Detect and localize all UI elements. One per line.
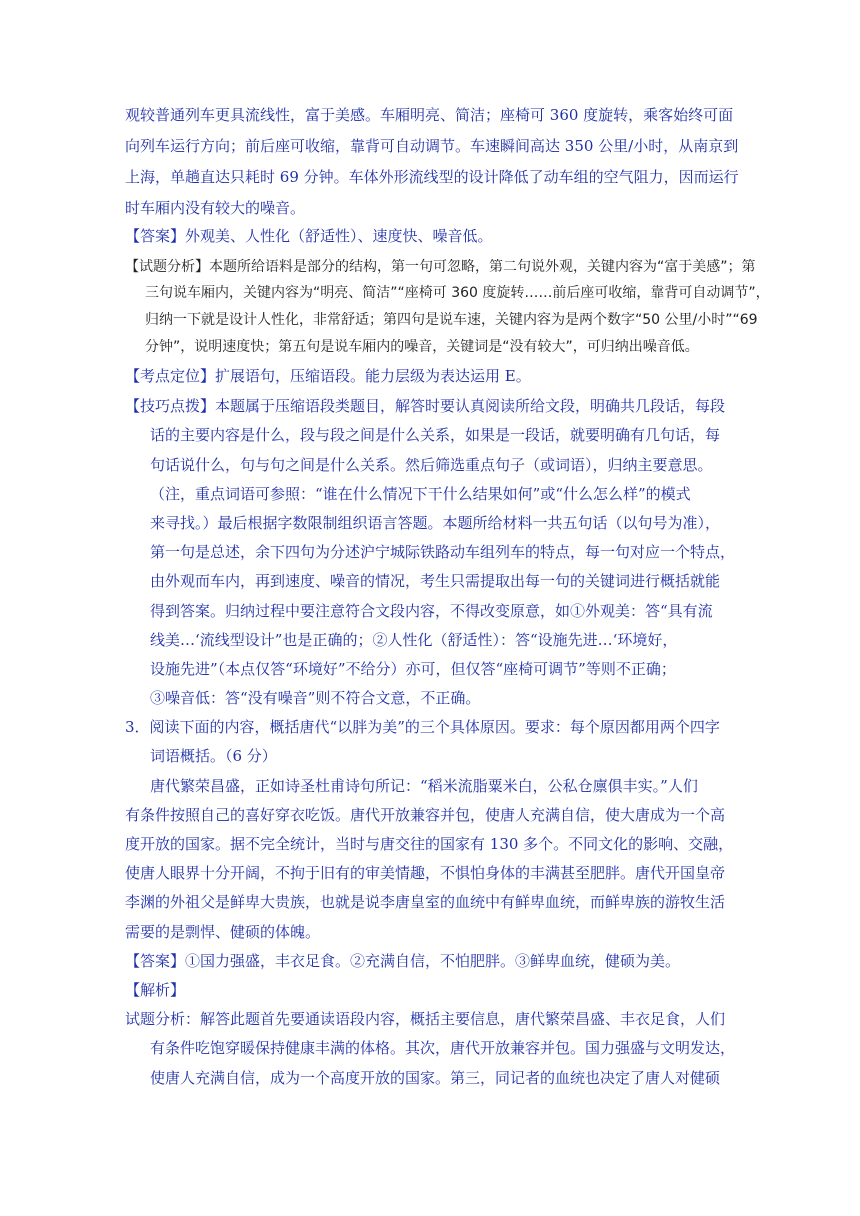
- text-line: 有条件吃饱穿暖保持健康丰满的体格。其次，唐代开放兼容并包。国力强盛与文明发达，: [150, 1039, 736, 1057]
- passage-line: 唐代繁荣昌盛，正如诗圣杜甫诗句所记：“稻米流脂粟米白，公私仓廪俱丰实。”人们: [150, 777, 698, 795]
- text-line: 话的主要内容是什么，段与段之间是什么关系，如果是一段话，就要明确有几句话，每: [150, 426, 721, 444]
- text-line: 试题分析：解答此题首先要通读语段内容，概括主要信息，唐代繁荣昌盛、丰衣足食，人们: [125, 1010, 726, 1028]
- passage-line: 使唐人眼界十分开阔，不拘于旧有的审美情趣，不惧怕身体的丰满甚至肥胖。唐代开国皇帝: [125, 864, 726, 882]
- text-line: 向列车运行方向；前后座可收缩，靠背可自动调节。车速瞬间高达 350 公里/小时，从南京到: [125, 137, 739, 155]
- passage-line: 需要的是剽悍、健硕的体魄。: [125, 923, 321, 941]
- analysis-line: 归纳一下就是设计人性化，非常舒适；第四句是说车速，关键内容为是两个数字“50 公里/小时”“69: [145, 312, 758, 328]
- text-line: 第一句是总述，余下四句为分述沪宁城际铁路动车组列车的特点，每一句对应一个特点，: [150, 543, 736, 561]
- analysis-line: 分钟”，说明速度快；第五句是说车厢内的噪音，关键词是“没有较大”，可归纳出噪音低。: [145, 339, 699, 355]
- text-line: 【考点定位】扩展语句，压缩语段。能力层级为表达运用 E。: [125, 367, 531, 385]
- text-line: 使唐人充满自信，成为一个高度开放的国家。第三，同记者的血统也决定了唐人对健硕: [150, 1069, 721, 1087]
- text-line: 来寻找。）最后根据字数限制组织语言答题。本题所给材料一共五句话（以句号为准），: [150, 514, 721, 532]
- text-line: 设施先进”（本点仅答“环境好”不给分）亦可，但仅答“座椅可调节”等则不正确；: [150, 660, 676, 678]
- text-line: （注，重点词语可参照：“谁在什么情况下干什么结果如何”或“什么怎么样”的模式: [150, 485, 691, 503]
- question-line: 词语概括。（6 分）: [150, 747, 277, 765]
- passage-line: 度开放的国家。据不完全统计，当时与唐交往的国家有 130 多个。不同文化的影响、交融，: [125, 835, 734, 853]
- answer-line: 【答案】外观美、人性化（舒适性）、速度快、噪音低。: [125, 227, 493, 245]
- text-line: 得到答案。归纳过程中要注意符合文段内容，不得改变原意，如①外观美：答“具有流: [150, 602, 713, 620]
- passage-line: 李渊的外祖父是鲜卑大贵族，也就是说李唐皇室的血统中有鲜卑血统，而鲜卑族的游牧生活: [125, 893, 726, 911]
- text-line: 观较普通列车更具流线性，富于美感。车厢明亮、简洁；座椅可 360 度旋转，乘客始终可面: [125, 106, 734, 124]
- text-line: 上海，单趟直达只耗时 69 分钟。车体外形流线型的设计降低了动车组的空气阻力，因而运行: [125, 168, 739, 186]
- text-line: 【技巧点拨】本题属于压缩语段类题目，解答时要认真阅读所给文段，明确共几段话，每段: [125, 397, 726, 415]
- answer-line: 【答案】①国力强盛，丰衣足食。②充满自信，不怕肥胖。③鲜卑血统，健硕为美。: [125, 952, 681, 970]
- text-line: 由外观而车内，再到速度、噪音的情况，考生只需提取出每一句的关键词进行概括就能: [150, 572, 721, 590]
- text-line: 句话说什么，句与句之间是什么关系。然后筛选重点句子（或词语），归纳主要意思。: [150, 456, 713, 474]
- text-line: 时车厢内没有较大的噪音。: [125, 199, 306, 217]
- text-line: 线美…‘流线型设计”也是正确的；②人性化（舒适性）：答“设施先进…‘环境好，: [150, 631, 678, 649]
- text-line: ③噪音低：答“没有噪音”则不符合文意，不正确。: [150, 689, 481, 707]
- analysis-line: 三句说车厢内，关键内容为“明亮、简洁”“座椅可 360 度旋转……前后座可收缩，靠背可自动调节”，: [145, 285, 770, 301]
- section-label: 【解析】: [125, 981, 186, 999]
- analysis-line: 【试题分析】本题所给语料是部分的结构，第一句可忽略，第二句说外观，关键内容为“富于美感”；第: [125, 259, 756, 275]
- question-line: 3．阅读下面的内容，概括唐代“以胖为美”的三个具体原因。要求：每个原因都用两个四字: [125, 718, 720, 736]
- passage-line: 有条件按照自己的喜好穿衣吃饭。唐代开放兼容并包，使唐人充满自信，使大唐成为一个高: [125, 806, 726, 824]
